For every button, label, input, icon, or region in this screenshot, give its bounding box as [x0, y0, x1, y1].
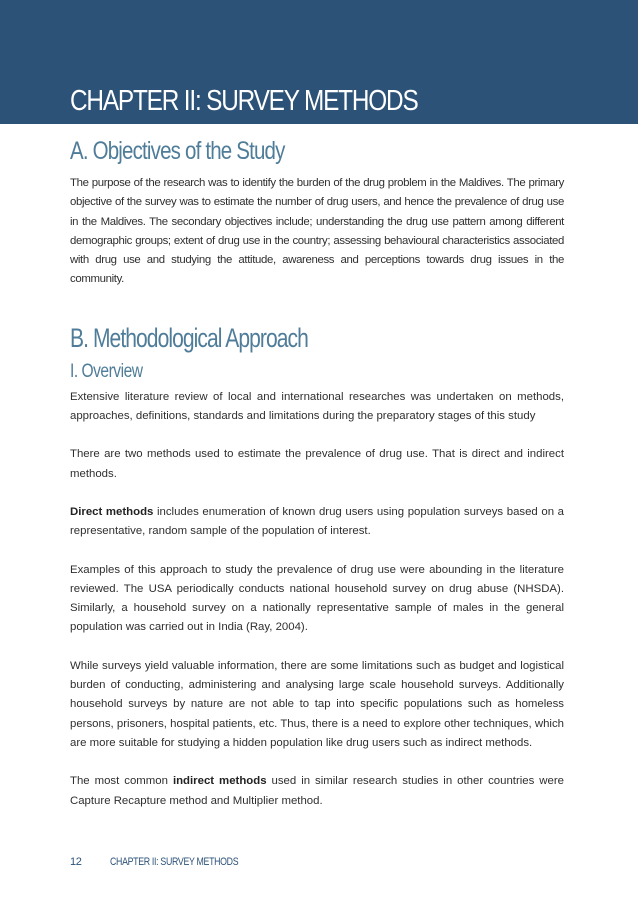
direct-methods-term: Direct methods	[70, 505, 154, 518]
chapter-banner	[0, 0, 638, 124]
footer-chapter-label: CHAPTER II: SURVEY METHODS	[110, 856, 239, 868]
section-b-heading: B. Methodological Approach	[70, 322, 308, 353]
limitations-paragraph: While surveys yield valuable information, there are some limitations such as budget and logistical burden of conducting, administering and analysing large scale household surveys. Additionally household surveys by nature are not able to tap into specific populations such as homeless persons, prisoners, hospital patients, etc. Thus, there is a need to explore other techniques, which are more suitable for studying a hidden population like drug users such as indirect methods.	[70, 659, 564, 749]
page-content	[70, 134, 564, 811]
overview-subheading: I. Overview	[70, 360, 143, 382]
page-number: 12	[70, 856, 82, 868]
direct-methods-text: includes enumeration of known drug users using population surveys based on a representative, random sample of the population of interest.	[70, 505, 564, 538]
chapter-title: CHAPTER II: SURVEY METHODS	[70, 85, 418, 117]
indirect-methods-paragraph	[70, 772, 564, 811]
page-footer	[70, 852, 270, 872]
literature-review-paragraph: Extensive literature review of local and international researches was undertaken on methods, approaches, definitions, standards and limitations during the preparatory stages of this study	[70, 390, 564, 423]
examples-paragraph: Examples of this approach to study the prevalence of drug use were abounding in the literature reviewed. The USA periodically conducts national household survey on drug abuse (NHSDA). Similarly, a household survey on a nationally representative sample of males in the general population was carried out in India (Ray, 2004).	[70, 563, 564, 634]
objectives-paragraph: The purpose of the research was to identify the burden of the drug problem in the Maldives. The primary objective of the survey was to estimate the number of drug users, and hence the prevalence of drug use in the Maldives. The secondary objectives include; understanding the drug use pattern among different demographic groups; extent of drug use in the country; assessing behavioural characteristics associated with drug use and studying the attitude, awareness and perceptions towards drug issues in the community.	[70, 177, 564, 286]
section-a-heading: A. Objectives of the Study	[70, 137, 285, 165]
direct-methods-paragraph	[70, 503, 564, 542]
indirect-methods-lead: The most common	[70, 775, 173, 788]
two-methods-paragraph: There are two methods used to estimate the prevalence of drug use. That is direct and indirect methods.	[70, 448, 564, 480]
indirect-methods-term: indirect methods	[172, 775, 267, 788]
indirect-methods-text: used in similar research studies in other countries were Capture Recapture method and Multiplier method.	[70, 775, 564, 807]
